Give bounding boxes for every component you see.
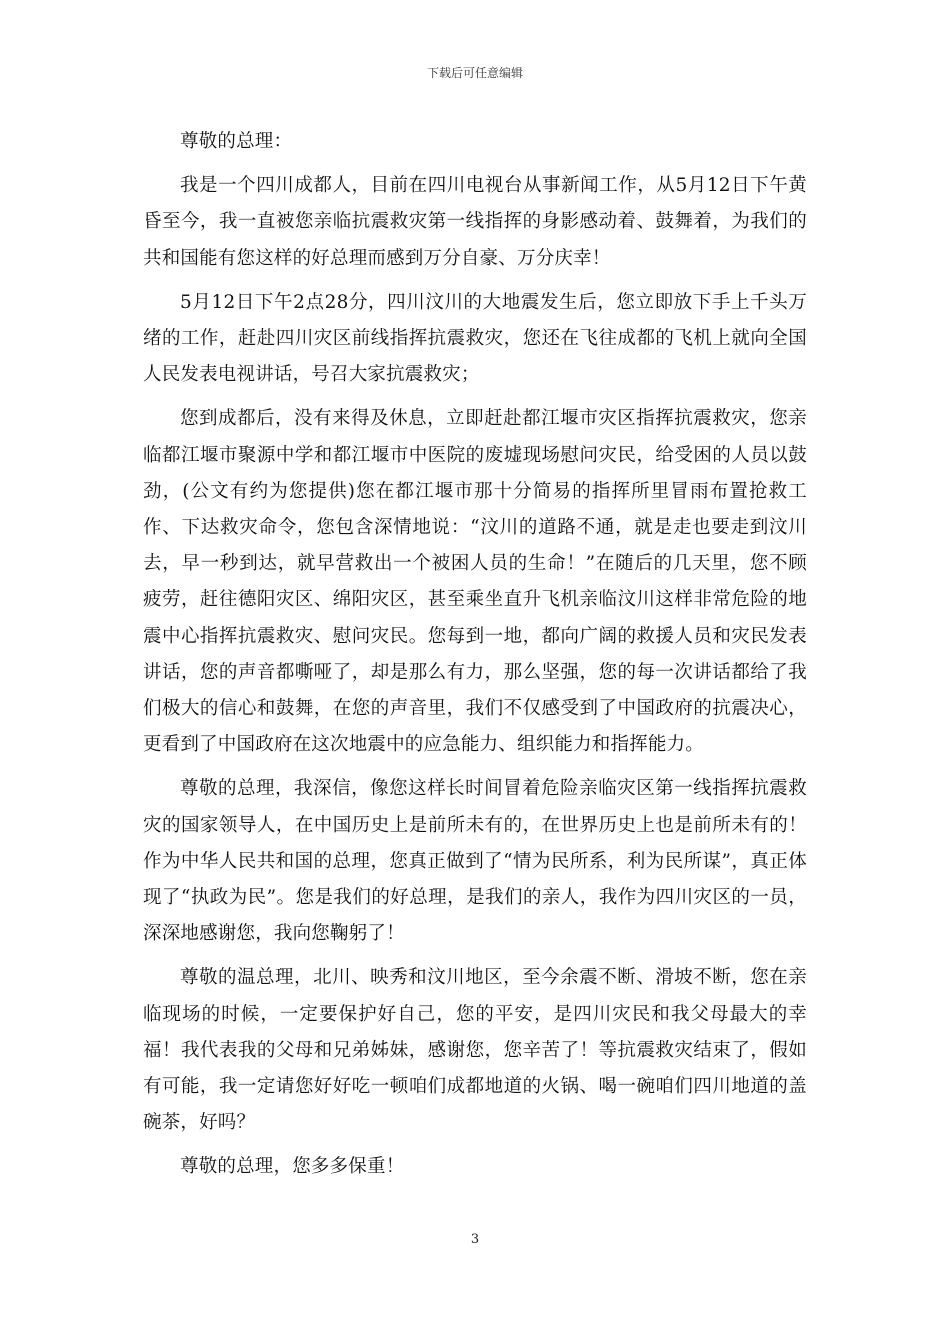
letter-paragraph-5: 尊敬的温总理，北川、映秀和汶川地区，至今余震不断、滑坡不断，您在亲临现场的时候，一定要保护好自己，您的平安，是四川灾民和我父母最大的幸福！我代表我的父母和兄弟姊妹，感谢您，您辛苦了！等抗震救灾结束了，假如有可能，我一定请您好好吃一顿咱们成都地道的火锅、喝一碗咱们四川地道的盖碗茶，好吗？ [143, 967, 807, 1134]
letter-closing: 尊敬的总理，您多多保重！ [180, 1156, 405, 1178]
letter-salutation: 尊敬的总理： [180, 131, 293, 152]
letter-paragraph-4: 尊敬的总理，我深信，像您这样长时间冒着危险亲临灾区第一线指挥抗震救灾的国家领导人，在中国历史上是前所未有的，在世界历史上也是前所未有的！作为中华人民共和国的总理，您真正做到了“情为民所系，利为民所谋”，真正体现了“执政为民”。您是我们的好总理，是我们的亲人，我作为四川灾区的一员，深深地感谢您，我向您鞠躬了！ [143, 778, 807, 945]
page-number: 3 [470, 1232, 480, 1247]
letter-paragraph-3: 您到成都后，没有来得及休息，立即赶赴都江堰市灾区指挥抗震救灾，您亲临都江堰市聚源中学和都江堰市中医院的废墟现场慰问灾民，给受困的人员以鼓劲，(公文有约为您提供)您在都江堰市那十分简易的指挥所里冒雨布置抢救工作、下达救灾命令，您包含深情地说：“汶川的道路不通，就是走也要走到汶川去，早一秒到达，就早营救出一个被困人员的生命！”在随后的几天里，您不顾疲劳，赶往德阳灾区、绵阳灾区，甚至乘坐直升飞机亲临汶川这样非常危险的地震中心指挥抗震救灾、慰问灾民。您每到一地，都向广阔的救援人员和灾民发表讲话，您的声音都嘶哑了，却是那么有力，那么坚强，您的每一次讲话都给了我们极大的信心和鼓舞，在您的声音里，我们不仅感受到了中国政府的抗震决心，更看到了中国政府在这次地震中的应急能力、组织能力和指挥能力。 [143, 408, 807, 756]
page-header: 下载后可任意编辑 [426, 66, 523, 80]
letter-paragraph-1: 我是一个四川成都人，目前在四川电视台从事新闻工作，从5月12日下午黄昏至今，我一直被您亲临抗震救灾第一线指挥的身影感动着、鼓舞着，为我们的共和国能有您这样的好总理而感到万分自豪、万分庆幸！ [143, 175, 807, 269]
letter-body [143, 124, 807, 1194]
letter-paragraph-2: 5月12日下午2点28分，四川汶川的大地震发生后，您立即放下手上千头万绪的工作，赶赴四川灾区前线指挥抗震救灾，您还在飞往成都的飞机上就向全国人民发表电视讲话，号召大家抗震救灾； [143, 291, 807, 386]
